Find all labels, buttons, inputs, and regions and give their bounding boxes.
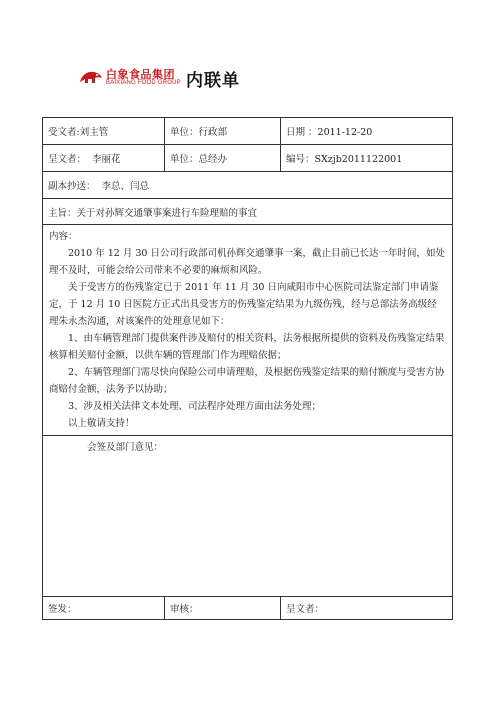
memo-row-approval (43, 597, 453, 620)
cc-field: 副本抄送： 李总、闫总 (43, 172, 453, 199)
baixiang-logo-icon (78, 68, 104, 86)
signoff-label: 会签及部门意见： (87, 442, 164, 453)
closing-line: 以上敬请支持！ (68, 418, 135, 429)
content-item: 2、车辆管理部门需尽快向保险公司申请理赔，及根据伤残鉴定结果的赔付额度与受害方协商赔付金额，法务予以协助； (49, 367, 445, 395)
recipient-unit-field: 单位：行政部 (165, 118, 281, 145)
content-label: 内容： (49, 231, 78, 242)
memo-row-signoff (43, 436, 453, 597)
signoff-field (43, 436, 453, 597)
brand-name-cn: 白象食品集团 (106, 68, 175, 81)
date-field: 日期 ：2011-12-20 (281, 118, 453, 145)
recipient-field: 受文者:刘主管 (43, 118, 165, 145)
memo-form (42, 117, 453, 620)
sender-unit-field: 单位：总经办 (165, 145, 281, 172)
document-title: 内联单 (186, 71, 240, 91)
content-field (43, 225, 453, 436)
memo-row-subject (43, 199, 453, 225)
document-header (78, 62, 458, 96)
memo-row-sender (43, 145, 453, 172)
submitter-field: 呈文者： (281, 597, 453, 620)
memo-row-content (43, 225, 453, 436)
content-paragraph: 2010 年 12 月 30 日公司行政部司机孙辉交通肇事一案，截止目前已长达一年时间，如处理不及时，可能会给公司带来不必要的麻烦和风险。 (49, 248, 445, 276)
content-item: 1、由车辆管理部门提供案件涉及赔付的相关资料，法务根据所提供的资料及伤残鉴定结果核算相关赔付金额，以供车辆的管理部门作为理赔依据； (49, 333, 445, 361)
brand-name-en: BAIXIANG FOOD GROUP (106, 80, 181, 86)
subject-field: 主旨：关于对孙辉交通肇事案进行车险理赔的事宜 (43, 199, 453, 225)
number-field: 编号：SXzjb2011122001 (281, 145, 453, 172)
memo-row-cc (43, 172, 453, 199)
sender-field: 呈文者： 李丽花 (43, 145, 165, 172)
content-paragraph: 关于受害方的伤残鉴定已于 2011 年 11 月 30 日向咸阳市中心医院司法鉴定部门申请鉴定，于 12 月 10 日医院方正式出具受害方的伤残鉴定结果为九级伤残，经与总部法务高级经理朱永杰沟通，对该案件的处理意见如下： (49, 282, 439, 327)
content-item: 3、涉及相关法律文本处理、司法程序处理方面由法务处理； (68, 401, 322, 412)
issue-field: 签发： (43, 597, 165, 620)
memo-row-recipient (43, 118, 453, 145)
review-field: 审核： (165, 597, 281, 620)
